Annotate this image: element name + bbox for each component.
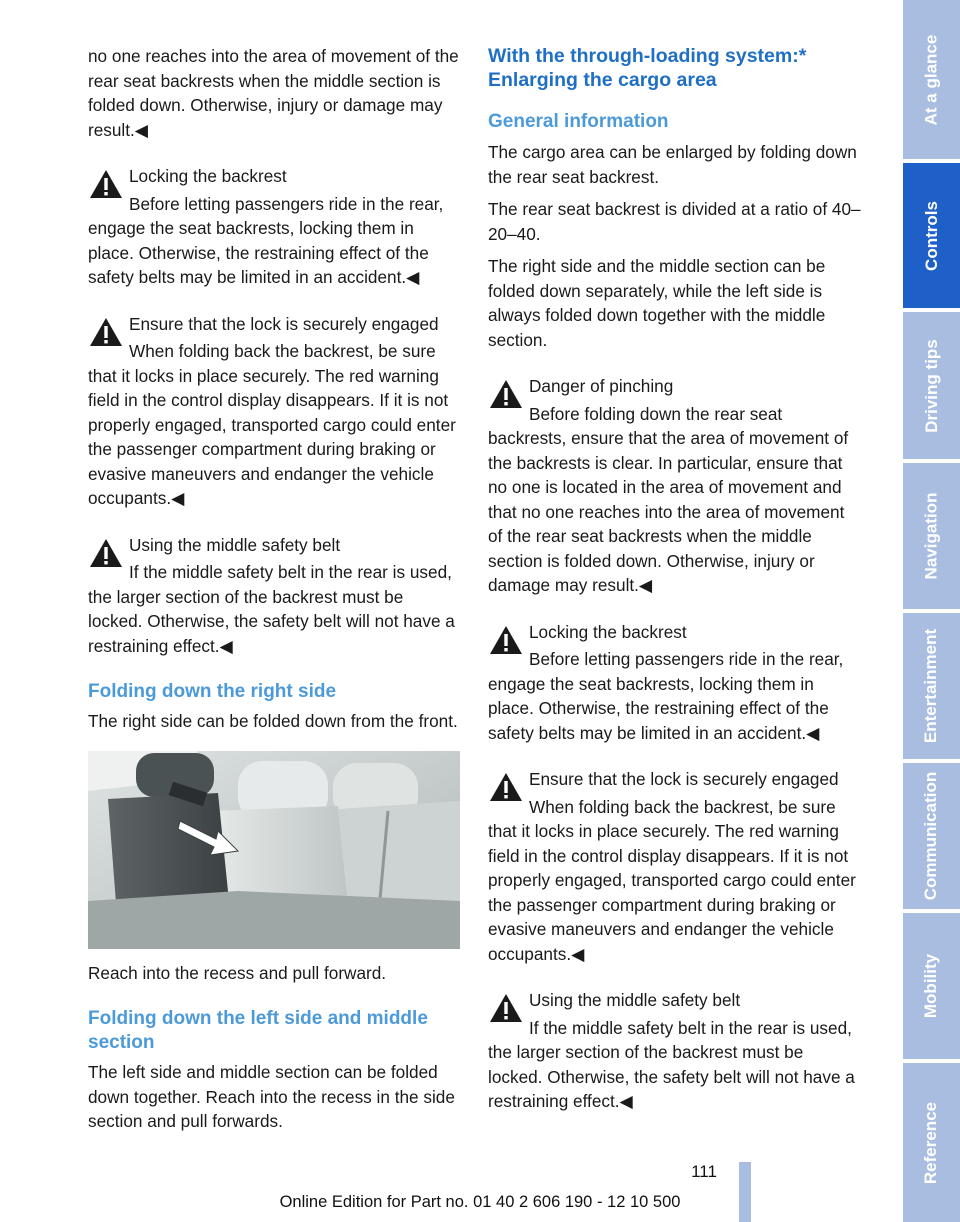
warning-locking-backrest	[88, 164, 462, 290]
tab-navigation[interactable]: Navigation	[903, 463, 960, 609]
tab-reference[interactable]: Reference	[903, 1063, 960, 1222]
warning-middle-belt	[488, 988, 862, 1114]
warning-triangle-icon	[88, 537, 124, 569]
warning-lock-engaged	[488, 767, 862, 966]
main-heading: With the through-loading system:* Enlarging the cargo area	[488, 45, 807, 91]
tab-entertainment[interactable]: Entertainment	[903, 613, 960, 759]
rear-seat-photo	[88, 751, 460, 949]
warning-body: When folding back the backrest, be sure that it locks in place securely. The red warning field in the control display disappears. If it is not properly engaged, transported cargo could enter the passenger compartment during braking or evasive maneuvers and endanger the vehicle occupants.◀	[88, 341, 456, 508]
tab-mobility[interactable]: Mobility	[903, 913, 960, 1059]
warning-pinching	[488, 374, 862, 598]
warning-triangle-icon	[88, 168, 124, 200]
warning-body: When folding back the backrest, be sure that it locks in place securely. The red warning field in the control display disappears. If it is not properly engaged, transported cargo could enter the passenger compartment during braking or evasive maneuvers and endanger the vehicle occupants.◀	[488, 796, 856, 964]
warning-title: Ensure that the lock is securely engaged	[129, 313, 439, 334]
left-middle-text: The left side and middle section can be folded down together. Reach into the recess in the side section and pull forwards.	[88, 1062, 455, 1131]
footer-text: Online Edition for Part no. 01 40 2 606 190 - 12 10 500	[279, 1193, 681, 1211]
heading-right-side: Folding down the right side	[88, 681, 337, 702]
warning-title: Ensure that the lock is securely engaged	[529, 769, 839, 789]
warning-body: If the middle safety belt in the rear is used, the larger section of the backrest must be locked. Otherwise, the safety belt will not have a restraining effect.◀	[88, 562, 455, 656]
warning-title: Using the middle safety belt	[529, 990, 741, 1010]
warning-title: Locking the backrest	[529, 621, 687, 642]
paragraph: The rear seat backrest is divided at a ratio of 40–20–40.	[488, 199, 861, 244]
heading-left-middle: Folding down the left side and middle section	[88, 1008, 428, 1053]
intro-text: no one reaches into the area of movement of the rear seat backrests when the middle section is folded down. Otherwise, injury or damage may result.◀	[88, 46, 459, 140]
warning-triangle-icon	[488, 378, 524, 410]
tab-communication[interactable]: Communication	[903, 763, 960, 909]
warning-triangle-icon	[488, 624, 524, 656]
warning-body: If the middle safety belt in the rear is used, the larger section of the backrest must be locked. Otherwise, the safety belt will not have a restraining effect.◀	[488, 1017, 855, 1111]
paragraph: The cargo area can be enlarged by folding down the rear seat backrest.	[488, 142, 857, 187]
warning-title: Locking the backrest	[129, 166, 287, 186]
warning-triangle-icon	[488, 992, 524, 1024]
side-tabs	[903, 0, 960, 1222]
page-number-bar	[739, 1162, 751, 1222]
photo-caption: Reach into the recess and pull forward.	[88, 962, 387, 983]
general-info-heading: General information	[488, 111, 669, 132]
tab-controls[interactable]: Controls	[903, 163, 960, 308]
warning-body: Before letting passengers ride in the rear, engage the seat backrests, locking them in place. Otherwise, the restraining effect of the safety belts may be limited in an accident.◀	[88, 193, 444, 287]
right-column	[488, 44, 862, 1120]
rear-seat-illustration	[88, 751, 460, 949]
right-side-text: The right side can be folded down from the front.	[88, 711, 458, 731]
warning-title: Danger of pinching	[529, 376, 674, 396]
warning-body: Before letting passengers ride in the rear, engage the seat backrests, locking them in place. Otherwise, the restraining effect of the safety belts may be limited in an accident.◀	[488, 649, 844, 743]
page-number: 111	[691, 1162, 717, 1181]
left-column	[88, 44, 462, 1134]
warning-title: Using the middle safety belt	[129, 534, 341, 555]
tab-driving-tips[interactable]: Driving tips	[903, 312, 960, 459]
tab-at-a-glance[interactable]: At a glance	[903, 0, 960, 159]
warning-triangle-icon	[88, 316, 124, 348]
warning-triangle-icon	[488, 771, 524, 803]
warning-body: Before folding down the rear seat backrests, ensure that the area of movement of the backrests is clear. In particular, ensure that no one is located in the area of movement and that no one reaches into the area of movement of the rear seat backrests when the middle section is folded down. Otherwise, injury or damage may result.◀	[488, 403, 849, 595]
warning-lock-engaged	[88, 312, 462, 511]
warning-locking-backrest	[488, 620, 862, 746]
warning-middle-belt	[88, 533, 462, 659]
paragraph: The right side and the middle section can be folded down separately, while the left side is always folded down together with the middle section.	[488, 256, 826, 350]
